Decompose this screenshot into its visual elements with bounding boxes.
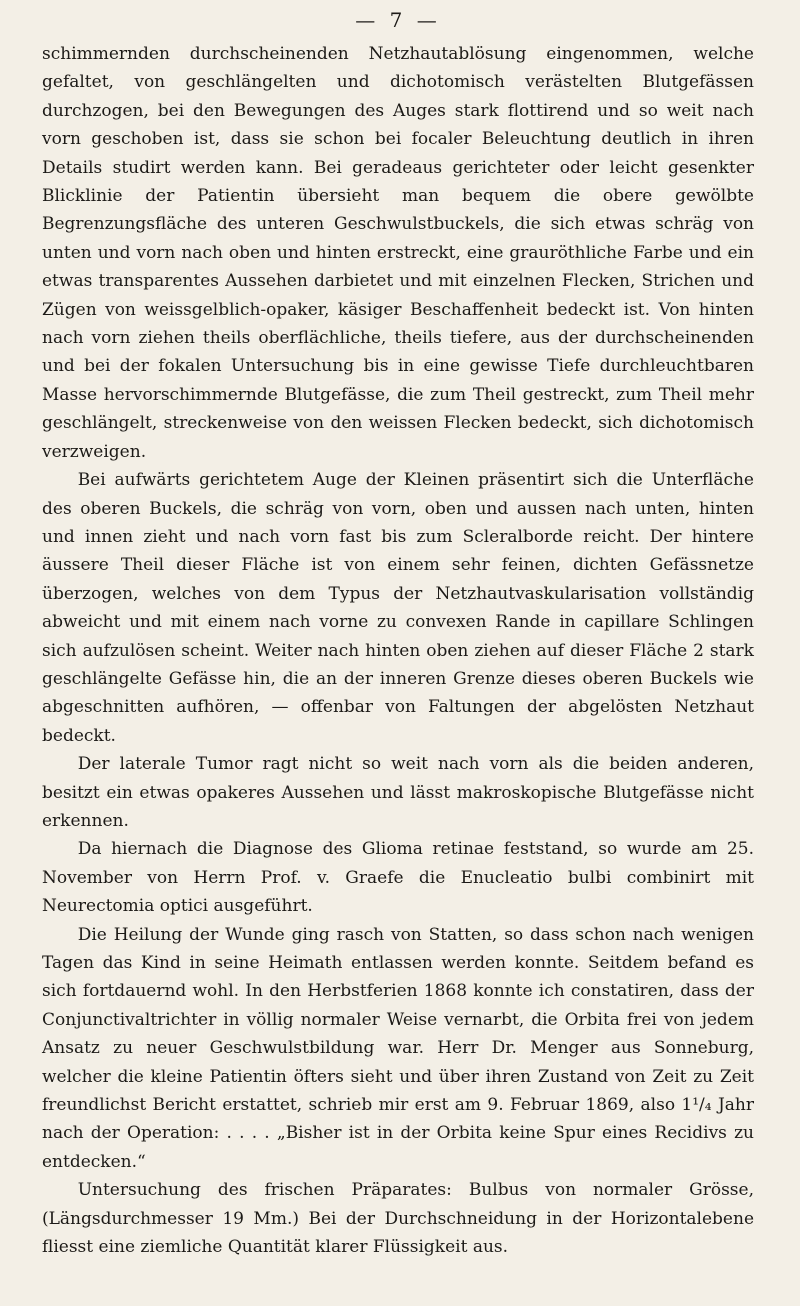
- body-text: [42, 40, 754, 1261]
- paragraph-3: Der laterale Tumor ragt nicht so weit nach vorn als die beiden anderen, besitzt ein etwas opakeres Aussehen und lässt makroskopische Blutgefässe nicht erkennen.: [42, 754, 754, 831]
- paragraph-4: Da hiernach die Diagnose des Glioma retinae feststand, so wurde am 25. November von Herrn Prof. v. Graefe die Enucleatio bulbi combinirt mit Neurectomia optici ausgeführt.: [42, 839, 754, 917]
- page-number: — 7 —: [355, 8, 441, 32]
- paragraph-1: schimmernden durchscheinenden Netzhautablösung eingenommen, welche gefaltet, von geschlängelten und dichotomisch verästelten Blutgefässen durchzogen, bei den Bewegungen des Auges stark flottirend und so weit nach vorn geschoben ist, dass sie schon bei focaler Beleuchtung deutlich in ihren Details studirt werden kann. Bei geradeaus gerichteter oder leicht gesenkter Blicklinie der Patientin übersieht man bequem die obere gewölbte Begrenzungsfläche des unteren Geschwulstbuckels, die sich etwas schräg von unten und vorn nach oben und hinten erstreckt, eine grauröthliche Farbe und ein etwas transparentes Aussehen darbietet und mit einzelnen Flecken, Strichen und Zügen von weissgelblich-opaker, käsiger Beschaffenheit bedeckt ist. Von hinten nach vorn ziehen theils oberflächliche, theils tiefere, aus der durchscheinenden und bei der fokalen Untersuchung bis in eine gewisse Tiefe durchleuchtbaren Masse hervorschimmernde Blutgefässe, die zum Theil gestreckt, zum Theil mehr geschlängelt, streckenweise von den weissen Flecken bedeckt, sich dichotomisch verzweigen.: [42, 44, 754, 462]
- paragraph-5: Die Heilung der Wunde ging rasch von Statten, so dass schon nach wenigen Tagen das Kind in seine Heimath entlassen werden konnte. Seitdem befand es sich fortdauernd wohl. In den Herbstferien 1868 konnte ich constatiren, dass der Conjunctivaltrichter in völlig normaler Weise vernarbt, die Orbita frei von jedem Ansatz zu neuer Geschwulstbildung war. Herr Dr. Menger aus Sonneburg, welcher die kleine Patientin öfters sieht und über ihren Zustand von Zeit zu Zeit freundlichst Bericht erstattet, schrieb mir erst am 9. Februar 1869, also 1¹/₄ Jahr nach der Operation: . . . . „Bisher ist in der Orbita keine Spur eines Recidivs zu entdecken.“: [42, 924, 754, 1172]
- paragraph-2: Bei aufwärts gerichtetem Auge der Kleinen präsentirt sich die Unterfläche des oberen Buckels, die schräg von vorn, oben und aussen nach unten, hinten und innen zieht und nach vorn fast bis zum Scleralborde reicht. Der hintere äussere Theil dieser Fläche ist von einem sehr feinen, dichten Gefässnetze überzogen, welches von dem Typus der Netzhautvaskularisation vollständig abweicht und mit einem nach vorne zu convexen Rande in capillare Schlingen sich aufzulösen scheint. Weiter nach hinten oben ziehen auf dieser Fläche 2 stark geschlängelte Gefässe hin, die an der inneren Grenze dieses oberen Buckels wie abgeschnitten aufhören, — offenbar von Faltungen der abgelösten Netzhaut bedeckt.: [42, 470, 754, 746]
- paragraph-6: Untersuchung des frischen Präparates: Bulbus von normaler Grösse, (Längsdurchmesser 19 Mm.) Bei der Durchschneidung in der Horizontalebene fliesst eine ziemliche Quantität klarer Flüssigkeit aus.: [42, 1180, 754, 1258]
